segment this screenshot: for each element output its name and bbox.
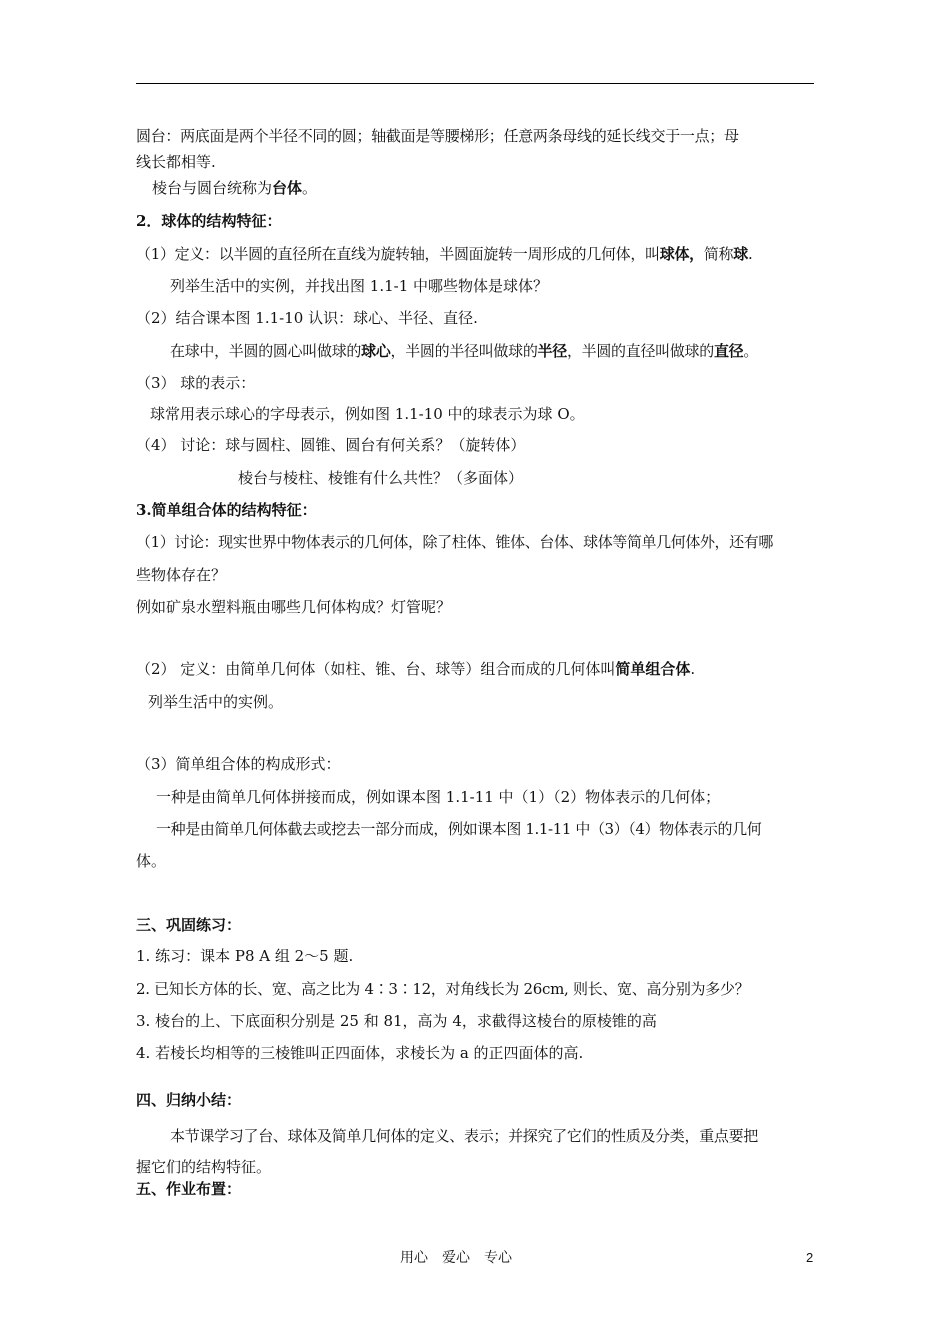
section-heading: 3.简单组合体的结构特征： bbox=[136, 501, 317, 519]
paragraph-line: （3） 球的表示： bbox=[136, 374, 256, 392]
section-heading: 三、巩固练习： bbox=[136, 916, 242, 934]
paragraph-line: 本节课学习了台、球体及简单几何体的定义、表示；并探究了它们的性质及分类，重点要把 bbox=[170, 1127, 759, 1145]
paragraph-line: 例如矿泉水塑料瓶由哪些几何体构成？灯管呢？ bbox=[136, 598, 452, 616]
paragraph-line: 圆台：两底面是两个半径不同的圆；轴截面是等腰梯形；任意两条母线的延长线交于一点；母 bbox=[136, 127, 739, 145]
paragraph-line: 些物体存在？ bbox=[136, 566, 227, 584]
paragraph-line: 在球中，半圆的圆心叫做球的球心，半圆的半径叫做球的半径，半圆的直径叫做球的直径。 bbox=[170, 342, 759, 360]
paragraph-line: （3）简单组合体的构成形式： bbox=[136, 755, 341, 773]
page-number: 2 bbox=[806, 1250, 814, 1265]
paragraph-line: 体。 bbox=[136, 852, 167, 870]
paragraph-line: （1）讨论：现实世界中物体表示的几何体，除了柱体、锥体、台体、球体等简单几何体外，还有哪 bbox=[136, 533, 773, 551]
exercise-item: 1. 练习：课本 P8 A 组 2～5 题. bbox=[136, 947, 354, 965]
paragraph-line: （4） 讨论：球与圆柱、圆锥、圆台有何关系？（旋转体） bbox=[136, 436, 526, 454]
paragraph-line: 棱台与棱柱、棱锥有什么共性？（多面体） bbox=[238, 469, 524, 487]
section-heading: 五、作业布置： bbox=[136, 1180, 242, 1198]
exercise-item: 4. 若棱长均相等的三棱锥叫正四面体，求棱长为 a 的正四面体的高. bbox=[136, 1044, 584, 1062]
paragraph-line: 棱台与圆台统称为台体。 bbox=[152, 179, 318, 197]
paragraph-line: 线长都相等. bbox=[136, 153, 216, 171]
page-footer: 用心 爱心 专心 bbox=[400, 1250, 512, 1266]
paragraph-line: 一种是由简单几何体截去或挖去一部分而成，例如课本图 1.1-11 中（3）（4）物体表示的几何 bbox=[156, 820, 762, 838]
paragraph-line: （2）结合课本图 1.1-10 认识：球心、半径、直径. bbox=[136, 309, 478, 327]
paragraph-line: 列举生活中的实例。 bbox=[148, 693, 284, 711]
paragraph-line: 握它们的结构特征。 bbox=[136, 1158, 272, 1176]
paragraph-line: 一种是由简单几何体拼接而成，例如课本图 1.1-11 中（1）（2）物体表示的几何体； bbox=[156, 788, 721, 806]
exercise-item: 2. 已知长方体的长、宽、高之比为 4∶3∶12，对角线长为 26cm, 则长、宽、高分别为多少？ bbox=[136, 980, 750, 998]
paragraph-line: （1）定义：以半圆的直径所在直线为旋转轴，半圆面旋转一周形成的几何体，叫球体，简称球. bbox=[136, 245, 753, 263]
section-heading: 四、归纳小结： bbox=[136, 1091, 242, 1109]
header-rule bbox=[136, 83, 814, 84]
exercise-item: 3. 棱台的上、下底面积分别是 25 和 81，高为 4，求截得这棱台的原棱锥的高 bbox=[136, 1012, 657, 1030]
section-heading: 2．球体的结构特征： bbox=[136, 212, 282, 230]
paragraph-line: （2） 定义：由简单几何体（如柱、锥、台、球等）组合而成的几何体叫简单组合体. bbox=[136, 660, 696, 678]
paragraph-line: 球常用表示球心的字母表示，例如图 1.1-10 中的球表示为球 O。 bbox=[150, 405, 585, 423]
paragraph-line: 列举生活中的实例，并找出图 1.1-1 中哪些物体是球体？ bbox=[170, 277, 549, 295]
